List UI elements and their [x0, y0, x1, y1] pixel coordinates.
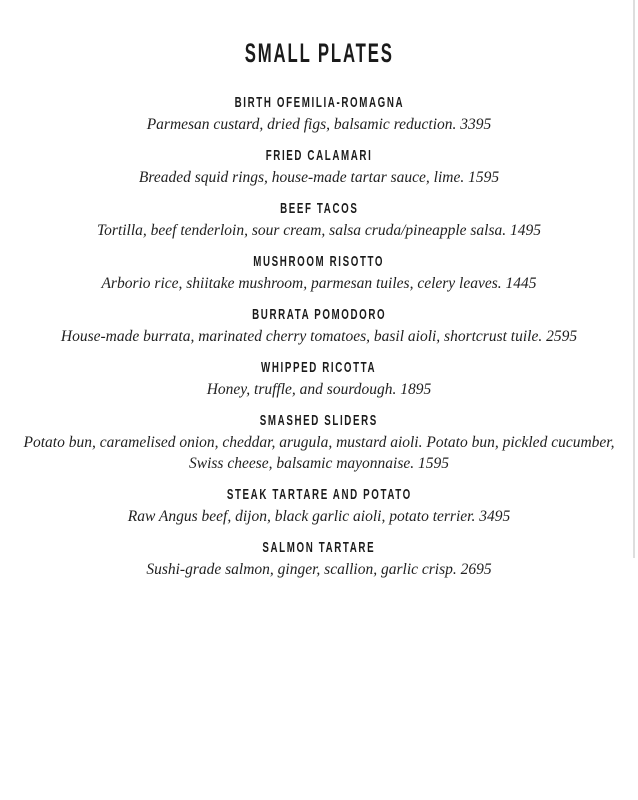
menu-item-price: 1595 — [418, 455, 450, 472]
menu-item-description-text: House-made burrata, marinated cherry tomatoes, basil aioli, shortcrust tuile. — [60, 328, 543, 345]
page-title: SMALL PLATES — [244, 38, 394, 68]
menu-item-price: 2695 — [460, 561, 492, 578]
menu-item-name-row — [12, 254, 626, 270]
menu-item-name: BIRTH OFEMILIA-ROMAGNA — [234, 94, 404, 111]
menu-item — [12, 360, 626, 400]
menu-item-name: SMASHED SLIDERS — [259, 412, 379, 429]
menu-item-description — [12, 379, 626, 400]
menu-item-name: BEEF TACOS — [279, 200, 359, 217]
menu-item-name-row — [12, 360, 626, 376]
menu-item-price: 2595 — [546, 328, 578, 345]
menu-item — [12, 413, 626, 474]
menu-item-description-text: Honey, truffle, and sourdough. — [206, 381, 397, 398]
menu-item-name-row — [12, 201, 626, 217]
menu-item-description — [12, 432, 626, 474]
menu-item-description-text: Breaded squid rings, house-made tartar sauce, lime. — [138, 169, 465, 186]
menu-item-price: 3395 — [460, 116, 492, 133]
menu-item-description — [12, 220, 626, 241]
menu-item — [12, 148, 626, 188]
menu-item-description-text: Parmesan custard, dried figs, balsamic reduction. — [146, 116, 457, 133]
menu-item-price: 1495 — [510, 222, 542, 239]
menu-item-name-row — [12, 148, 626, 164]
menu-item-description-text: Tortilla, beef tenderloin, sour cream, salsa cruda/pineapple salsa. — [96, 222, 507, 239]
menu-item — [12, 540, 626, 580]
menu-item-name: SALMON TARTARE — [262, 539, 376, 556]
menu-item-name: MUSHROOM RISOTTO — [253, 253, 385, 270]
menu-item — [12, 487, 626, 527]
menu-item-name: BURRATA POMODORO — [251, 306, 387, 323]
menu-item-price: 1595 — [468, 169, 500, 186]
menu-item — [12, 95, 626, 135]
menu-item-description-text: Sushi-grade salmon, ginger, scallion, garlic crisp. — [146, 561, 457, 578]
menu-item-description-text: Arborio rice, shiitake mushroom, parmesan tuiles, celery leaves. — [101, 275, 502, 292]
menu-item-description — [12, 167, 626, 188]
menu-item-description-text: Raw Angus beef, dijon, black garlic aioli, potato terrier. — [127, 508, 476, 525]
menu-header — [12, 40, 626, 67]
menu-item — [12, 201, 626, 241]
menu-item-description — [12, 273, 626, 294]
menu-item-name: WHIPPED RICOTTA — [261, 359, 377, 376]
menu-item-description — [12, 326, 626, 347]
menu-item-name-row — [12, 413, 626, 429]
menu-item-price: 1445 — [505, 275, 537, 292]
menu-item-description — [12, 559, 626, 580]
menu-item-description-text: Potato bun, caramelised onion, cheddar, arugula, mustard aioli. Potato bun, pickled cucumber, Swiss cheese, balsamic mayonnaise. — [23, 434, 615, 472]
right-edge-line — [633, 0, 635, 558]
menu-item-name: STEAK TARTARE AND POTATO — [226, 486, 412, 503]
menu-item-price: 3495 — [479, 508, 511, 525]
menu-item-name-row — [12, 540, 626, 556]
menu-item — [12, 307, 626, 347]
menu-item-price: 1895 — [400, 381, 432, 398]
menu-list — [12, 95, 626, 580]
menu-item-name-row — [12, 95, 626, 111]
menu-item-description — [12, 506, 626, 527]
menu-item-name-row — [12, 307, 626, 323]
menu-item — [12, 254, 626, 294]
menu-item-name: FRIED CALAMARI — [265, 147, 373, 164]
menu-item-name-row — [12, 487, 626, 503]
menu-item-description — [12, 114, 626, 135]
